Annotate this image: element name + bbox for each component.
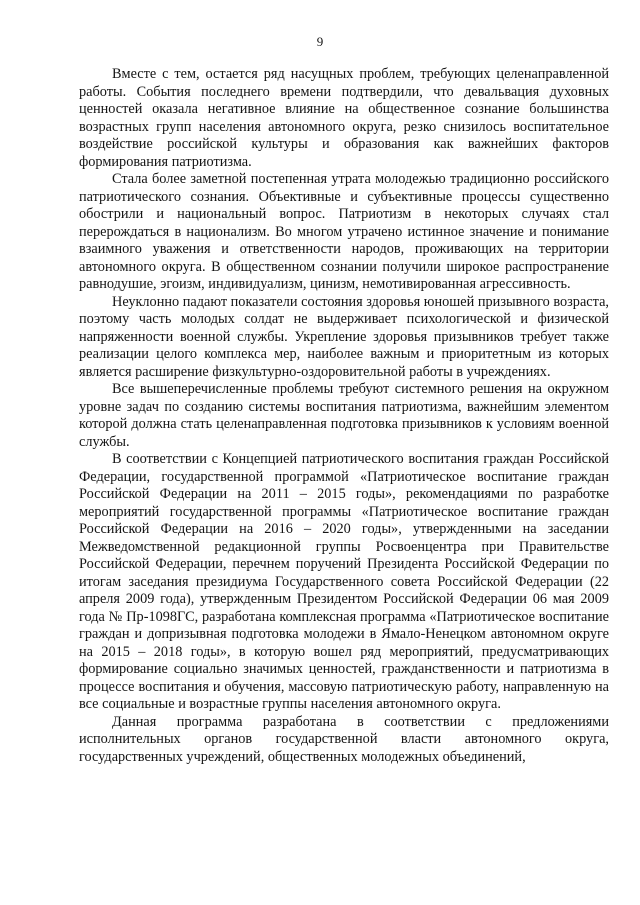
page-number: 9 [316, 34, 324, 49]
paragraph-patriotic-consciousness-loss: Стала более заметной постепенная утрата молодежью традиционно российского патриотического сознания. Объективные и субъективные процессы существенно обострили и национальный вопрос. Патриотизм в некоторых случаях стал перерождаться в национализм. Во многом утрачено истинное значение и понимание взаимного уважения и ответственности народов, проживающих на территории автономного округа. В общественном сознании получили широкое распространение равнодушие, эгоизм, индивидуализм, цинизм, немотивированная агрессивность. [79, 171, 609, 292]
document-body [79, 66, 609, 766]
paragraph-unresolved-problems: Вместе с тем, остается ряд насущных проблем, требующих целенаправленной работы. События последнего времени подтвердили, что девальвация духовных ценностей оказала негативное влияние на общественное сознание большинства возрастных групп населения автономного округа, резко снизилось воспитательное воздействие российской культуры и образования как важнейших факторов формирования патриотизма. [79, 66, 609, 170]
paragraph-conscript-health: Неуклонно падают показатели состояния здоровья юношей призывного возраста, поэтому часть молодых солдат не выдерживает психологической и физической напряженности военной службы. Укрепление здоровья призывников требует также реализации целого комплекса мер, наиболее важным и приоритетным из которых является расширение физкультурно-оздоровительной работы в учреждениях. [79, 293, 609, 380]
paragraph-program-development: Данная программа разработана в соответствии с предложениями исполнительных органов государственной власти автономного округа, государственных учреждений, общественных молодежных объединений, [79, 713, 609, 765]
paragraph-program-basis: В соответствии с Концепцией патриотического воспитания граждан Российской Федерации, государственной программой «Патриотическое воспитание граждан Российской Федерации на 2011 – 2015 годы», рекомендациями по разработке мероприятий государственной программы «Патриотическое воспитание граждан Российской Федерации на 2016 – 2020 годы», утвержденными на заседании Межведомственной редакционной группы Росвоенцентра при Правительстве Российской Федерации, перечнем поручений Президента Российской Федерации по итогам заседания президиума Государственного совета Российской Федерации (22 апреля 2009 года), утвержденным Президентом Российской Федерации 06 мая 2009 года № Пр-1098ГС, разработана комплексная программа «Патриотическое воспитание граждан и допризывная подготовка молодежи в Ямало-Ненецком автономном округе на 2015 – 2018 годы», в которую вошел ряд мероприятий, предусматривающих формирование социально значимых ценностей, гражданственности и патриотизма в процессе воспитания и обучения, массовую патриотическую работу, направленную на все социальные и возрастные группы населения автономного округа. [79, 451, 609, 712]
paragraph-systemic-solution: Все вышеперечисленные проблемы требуют системного решения на окружном уровне задач по созданию системы воспитания патриотизма, важнейшим элементом которой должна стать целенаправленная подготовка призывников к условиям военной службы. [79, 381, 609, 450]
